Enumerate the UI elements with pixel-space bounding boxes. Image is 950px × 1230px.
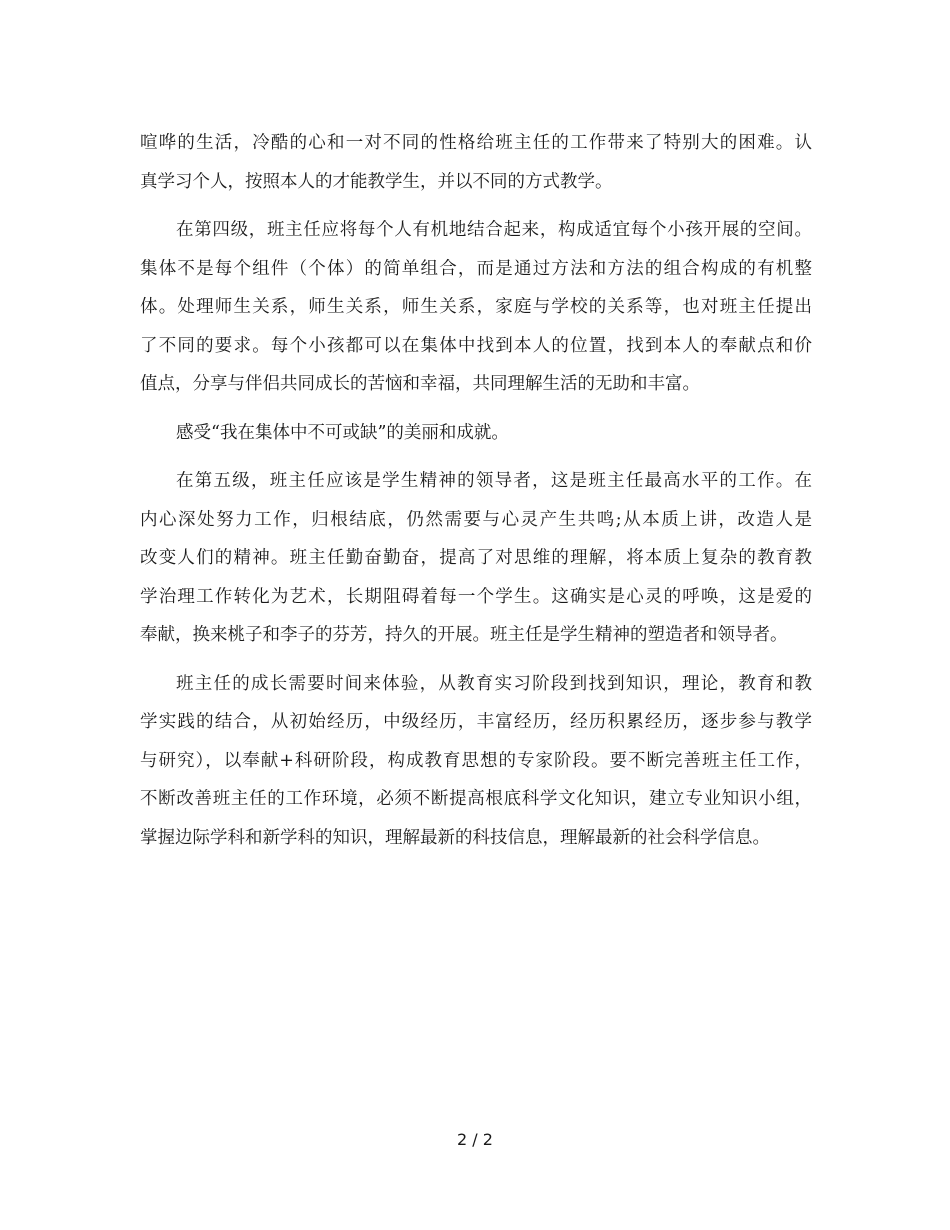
paragraph (140, 211, 812, 404)
document-body (140, 124, 812, 857)
paragraph (140, 665, 812, 858)
text-line: 值点，分享与伴侣共同成长的苦恼和幸福，共同理解生活的无助和丰富。 (140, 374, 700, 394)
text-line: 喧哗的生活，冷酷的心和一对不同的性格给班主任的工作带来了特别大的困难。认 (140, 133, 812, 153)
text-line: 体。处理师生关系，师生关系，师生关系，家庭与学校的关系等，也对班主任提出 (140, 297, 812, 317)
text-line: 奉献，换来桃子和李子的芬芳，持久的开展。班主任是学生精神的塑造者和领导者。 (140, 625, 788, 645)
text-line: 掌握边际学科和新学科的知识，理解最新的科技信息，理解最新的社会科学信息。 (140, 827, 770, 848)
text-line: 感受“我在集体中不可或缺”的美丽和成就。 (176, 422, 509, 443)
text-line: 真学习个人，按照本人的才能教学生，并以不同的方式教学。 (140, 171, 613, 192)
page-number: 2 / 2 (457, 1130, 493, 1149)
text-line: 学实践的结合，从初始经历，中级经历，丰富经历，经历积累经历，逐步参与教学 (140, 712, 812, 732)
text-line: 班主任的成长需要时间来体验，从教育实习阶段到找到知识，理论，教育和教 (176, 673, 812, 694)
text-line: 学治理工作转化为艺术，长期阻碍着每一个学生。这确实是心灵的呼唤，这是爱的 (140, 586, 812, 607)
text-line: 内心深处努力工作，归根结底，仍然需要与心灵产生共鸣;从本质上讲，改造人是 (140, 509, 812, 530)
text-line: 了不同的要求。每个小孩都可以在集体中找到本人的位置，找到本人的奉献点和价 (140, 335, 812, 356)
paragraph (140, 124, 812, 201)
text-line: 集体不是每个组件（个体）的简单组合，而是通过方法和方法的组合构成的有机整 (140, 258, 812, 279)
text-line: 与研究），以奉献+科研阶段，构成教育思想的专家阶段。要不断完善班主任工作， (140, 750, 812, 771)
paragraph (140, 462, 812, 655)
text-line: 不断改善班主任的工作环境，必须不断提高根底科学文化知识，建立专业知识小组， (140, 789, 812, 809)
paragraph (140, 414, 812, 453)
text-line: 改变人们的精神。班主任勤奋勤奋，提高了对思维的理解，将本质上复杂的教育教 (140, 548, 812, 568)
text-line: 在第五级，班主任应该是学生精神的领导者，这是班主任最高水平的工作。在 (176, 471, 812, 491)
text-line: 在第四级，班主任应将每个人有机地结合起来，构成适宜每个小孩开展的空间。 (176, 220, 812, 240)
